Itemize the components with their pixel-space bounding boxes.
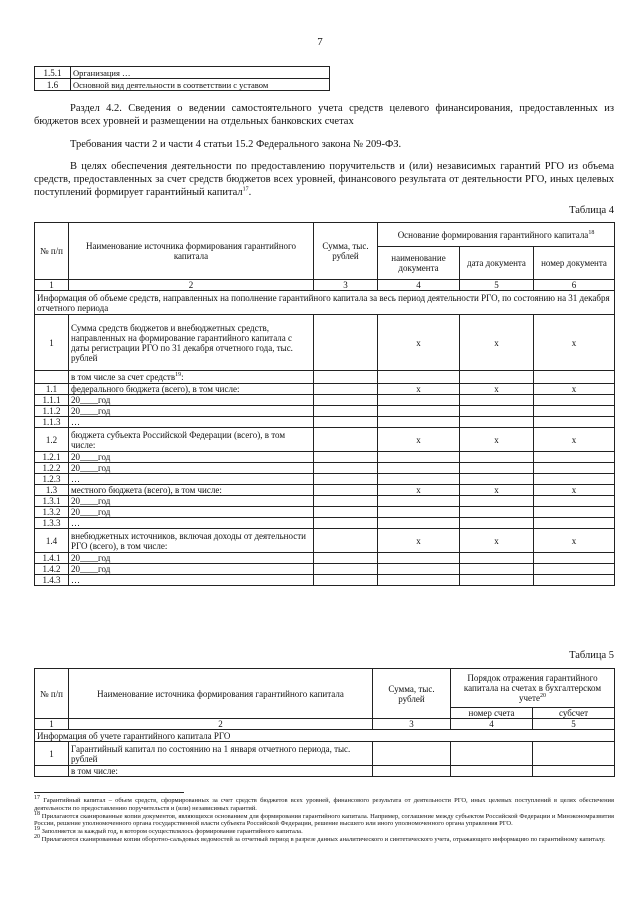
empty-cell bbox=[378, 406, 460, 417]
row-number: 1.1.1 bbox=[35, 395, 69, 406]
sum-cell bbox=[314, 384, 378, 395]
row-text: 20____год bbox=[69, 507, 314, 518]
row-text: … bbox=[69, 518, 314, 529]
empty-cell bbox=[378, 496, 460, 507]
footnote bbox=[34, 810, 614, 828]
sum-cell bbox=[314, 485, 378, 496]
t4-header-name: Наименование источника формирования гарантийного капитала bbox=[69, 223, 314, 280]
empty-cell bbox=[534, 518, 615, 529]
table-row bbox=[35, 79, 330, 91]
t4-row-num: 1 bbox=[35, 315, 69, 371]
empty-cell bbox=[534, 452, 615, 463]
row-number: 1.2 bbox=[35, 428, 69, 452]
table-row bbox=[35, 529, 615, 553]
table5-caption: Таблица 5 bbox=[569, 650, 614, 661]
row-text: … bbox=[69, 474, 314, 485]
row-text: внебюджетных источников, включая доходы от деятельности РГО (всего), в том числе: bbox=[69, 529, 314, 553]
table-5 bbox=[34, 668, 615, 777]
sum-cell bbox=[314, 507, 378, 518]
table-row bbox=[35, 507, 615, 518]
x-mark: x bbox=[378, 485, 460, 496]
empty-cell bbox=[378, 452, 460, 463]
table-row bbox=[35, 474, 615, 485]
sum-cell bbox=[314, 553, 378, 564]
t5-header-sum: Сумма, тыс. рублей bbox=[373, 669, 451, 719]
sum-cell bbox=[314, 474, 378, 485]
x-mark: x bbox=[460, 529, 534, 553]
x-mark: x bbox=[460, 485, 534, 496]
table-row bbox=[35, 395, 615, 406]
row-number: 1.6 bbox=[35, 79, 71, 91]
empty-cell bbox=[460, 518, 534, 529]
x-mark: x bbox=[378, 529, 460, 553]
sum-cell bbox=[314, 496, 378, 507]
intro-text: В целях обеспечения деятельности по предоставлению поручительств и (или) независимых гарантий РГО из объема средств, предоставленных за счет средств бюджетов всех уровней, финансового результата от деятельности РГО, иных целевых поступлений формирует гарантийный капитал bbox=[34, 161, 614, 198]
empty-cell bbox=[378, 463, 460, 474]
row-number: 1.4.1 bbox=[35, 553, 69, 564]
empty-cell bbox=[460, 507, 534, 518]
x-mark: x bbox=[378, 315, 460, 371]
row-text: бюджета субъекта Российской Федерации (всего), в том числе: bbox=[69, 428, 314, 452]
column-number: 4 bbox=[378, 280, 460, 291]
table4-caption: Таблица 4 bbox=[569, 205, 614, 216]
row-text: 20____год bbox=[69, 496, 314, 507]
column-numbers-row bbox=[35, 280, 615, 291]
t4-header-doc-name: наименование документа bbox=[378, 247, 460, 280]
t5-row-text: Гарантийный капитал по состоянию на 1 января отчетного периода, тыс. рублей bbox=[69, 742, 373, 766]
footnote-text: Гарантийный капитал – объем средств, сформированных за счет средств бюджетов всех уровней, финансового результата от деятельности РГО, иных целевых поступлений в целях обеспечения деятельности по предоставлению поручительств и (или) независимых гарантий. bbox=[34, 797, 615, 812]
x-mark: x bbox=[460, 315, 534, 371]
sum-cell bbox=[314, 575, 378, 586]
row-text: 20____год bbox=[69, 463, 314, 474]
table-row bbox=[35, 564, 615, 575]
empty-cell bbox=[534, 474, 615, 485]
empty-cell bbox=[378, 507, 460, 518]
table-row bbox=[35, 428, 615, 452]
empty-cell bbox=[378, 518, 460, 529]
t5-empty-cell bbox=[533, 742, 615, 766]
page-number: 7 bbox=[317, 36, 323, 48]
empty-cell bbox=[460, 575, 534, 586]
sum-cell bbox=[314, 463, 378, 474]
empty-cell bbox=[378, 395, 460, 406]
table-row bbox=[35, 496, 615, 507]
footnote-divider bbox=[34, 792, 184, 793]
footnote-text: Прилагаются сканированные копии документов, являющихся основанием для формирования гарантийного капитала. Например, соглашение между субъектом Российской Федерации и Минэкономразвития России, решение уполномоченного органа государственной власти субъекта Российской Федерации, решение высшего или иного уполномоченного органа управления РГО. bbox=[34, 812, 614, 828]
t5-empty-cell bbox=[373, 742, 451, 766]
t5-header-order-text: Порядок отражения гарантийного капитала на счетах в бухгалтерском учете bbox=[463, 673, 602, 703]
empty-cell bbox=[460, 474, 534, 485]
footnote-number: 17 bbox=[34, 794, 40, 801]
t4-empty-cell bbox=[35, 371, 69, 384]
row-number: 1.4.2 bbox=[35, 564, 69, 575]
footnote bbox=[34, 794, 615, 812]
row-number: 1.2.2 bbox=[35, 463, 69, 474]
table-row bbox=[35, 463, 615, 474]
footnote-number: 20 bbox=[34, 834, 40, 841]
x-mark: x bbox=[460, 384, 534, 395]
t5-row-num: 1 bbox=[35, 742, 69, 766]
column-number: 6 bbox=[534, 280, 615, 291]
empty-cell bbox=[534, 507, 615, 518]
empty-cell bbox=[534, 564, 615, 575]
footnote-number: 19 bbox=[34, 826, 40, 833]
footnote-ref: 20 bbox=[539, 693, 546, 699]
x-mark: x bbox=[534, 315, 615, 371]
intro-paragraph: В целях обеспечения деятельности по предоставлению поручительств и (или) независимых гарантий РГО из объема средств, предоставленных за счет средств бюджетов всех уровней, финансового результата от деятельности РГО, иных целевых поступлений формирует гарантийный капитал$^{17}$. bbox=[34, 161, 614, 198]
row-text: 20____год bbox=[69, 553, 314, 564]
requirements-text: Требования части 2 и части 4 статьи 15.2 Федерального закона № 209-ФЗ. bbox=[70, 139, 402, 150]
continuation-table bbox=[34, 66, 330, 91]
column-number: 2 bbox=[69, 719, 373, 730]
t4-sum-cell bbox=[314, 315, 378, 371]
row-text: … bbox=[69, 575, 314, 586]
t5-including: в том числе: bbox=[69, 766, 373, 777]
empty-cell bbox=[460, 463, 534, 474]
row-number: 1.1.2 bbox=[35, 406, 69, 417]
footnote-ref: 17 bbox=[242, 186, 249, 193]
t4-header-sum: Сумма, тыс. рублей bbox=[314, 223, 378, 280]
t4-info-row: Информация об объеме средств, направленных на пополнение гарантийного капитала за весь период деятельности РГО, по состоянию на 31 декабря отчетного периода bbox=[35, 291, 615, 315]
table-row bbox=[35, 553, 615, 564]
column-number: 5 bbox=[460, 280, 534, 291]
table-row bbox=[35, 518, 615, 529]
row-number: 1.5.1 bbox=[35, 67, 71, 79]
row-text: … bbox=[69, 417, 314, 428]
t5-header-order bbox=[451, 669, 615, 708]
t5-empty-cell bbox=[373, 766, 451, 777]
footnotes bbox=[34, 794, 615, 845]
t4-empty-cell bbox=[378, 371, 460, 384]
table-row bbox=[35, 575, 615, 586]
column-number: 1 bbox=[35, 280, 69, 291]
empty-cell bbox=[534, 463, 615, 474]
x-mark: x bbox=[534, 529, 615, 553]
sum-cell bbox=[314, 406, 378, 417]
column-number: 3 bbox=[314, 280, 378, 291]
column-number: 4 bbox=[451, 719, 533, 730]
empty-cell bbox=[460, 564, 534, 575]
t5-info-row: Информация об учете гарантийного капитала РГО bbox=[35, 730, 615, 742]
t4-including-text: в том числе за счет средств bbox=[71, 372, 176, 382]
footnote-ref: 19 bbox=[175, 372, 182, 378]
row-text: Основной вид деятельности в соответствии с уставом bbox=[71, 79, 330, 91]
table-row bbox=[35, 417, 615, 428]
t5-header-sub-acc: субсчет bbox=[533, 708, 615, 719]
row-text: 20____год bbox=[69, 564, 314, 575]
table-row bbox=[35, 406, 615, 417]
empty-cell bbox=[378, 553, 460, 564]
footnote-text: Прилагаются сканированные копии оборотно-сальдовых ведомостей за отчетный период в разрезе данных аналитического и синтетического учета, отражающего информацию по гарантийному капиталу. bbox=[41, 836, 606, 844]
empty-cell bbox=[534, 417, 615, 428]
sum-cell bbox=[314, 428, 378, 452]
empty-cell bbox=[378, 417, 460, 428]
row-text: 20____год bbox=[69, 406, 314, 417]
x-mark: x bbox=[534, 384, 615, 395]
empty-cell bbox=[378, 474, 460, 485]
empty-cell bbox=[460, 395, 534, 406]
table-row bbox=[35, 67, 330, 79]
row-number: 1.1 bbox=[35, 384, 69, 395]
x-mark: x bbox=[460, 428, 534, 452]
footnote-number: 18 bbox=[34, 810, 40, 817]
t5-header-num: № п/п bbox=[35, 669, 69, 719]
column-number: 2 bbox=[69, 280, 314, 291]
empty-cell bbox=[534, 575, 615, 586]
t5-empty-cell bbox=[451, 766, 533, 777]
section-heading: Раздел 4.2. Сведения о ведении самостоятельного учета средств целевого финансирования, предоставленных из бюджетов всех уровней и размещении на отдельных банковских счетах bbox=[34, 103, 614, 127]
row-number: 1.2.1 bbox=[35, 452, 69, 463]
t5-empty-cell bbox=[451, 742, 533, 766]
empty-cell bbox=[460, 417, 534, 428]
empty-cell bbox=[534, 406, 615, 417]
table-row bbox=[35, 384, 615, 395]
row-text: 20____год bbox=[69, 452, 314, 463]
empty-cell bbox=[534, 395, 615, 406]
t4-row-text: Сумма средств бюджетов и внебюджетных средств, направленных на формирование гарантийного капитала с даты регистрации РГО по 31 декабря отчетного года, тыс. рублей bbox=[69, 315, 314, 371]
row-number: 1.3.3 bbox=[35, 518, 69, 529]
empty-cell bbox=[378, 575, 460, 586]
t4-header-basis bbox=[378, 223, 615, 247]
footnote-ref: 18 bbox=[588, 229, 595, 236]
footnote bbox=[34, 828, 614, 836]
x-mark: x bbox=[534, 428, 615, 452]
t4-header-num: № п/п bbox=[35, 223, 69, 280]
empty-cell bbox=[460, 496, 534, 507]
table-row bbox=[35, 452, 615, 463]
empty-cell bbox=[378, 564, 460, 575]
row-text: Организация … bbox=[71, 67, 330, 79]
t5-header-acc-num: номер счета bbox=[451, 708, 533, 719]
row-number: 1.4.3 bbox=[35, 575, 69, 586]
sum-cell bbox=[314, 417, 378, 428]
row-text: местного бюджета (всего), в том числе: bbox=[69, 485, 314, 496]
row-number: 1.3.2 bbox=[35, 507, 69, 518]
column-number: 5 bbox=[533, 719, 615, 730]
column-numbers-row bbox=[35, 719, 615, 730]
row-text: федерального бюджета (всего), в том числе: bbox=[69, 384, 314, 395]
t4-empty-cell bbox=[314, 371, 378, 384]
sum-cell bbox=[314, 564, 378, 575]
empty-cell bbox=[534, 496, 615, 507]
t4-including: в том числе за счет средств$^{19}$: bbox=[69, 371, 314, 384]
t5-empty-cell bbox=[533, 766, 615, 777]
sum-cell bbox=[314, 452, 378, 463]
row-text: 20____год bbox=[69, 395, 314, 406]
row-number: 1.2.3 bbox=[35, 474, 69, 485]
sum-cell bbox=[314, 395, 378, 406]
t4-header-doc-num: номер документа bbox=[534, 247, 615, 280]
t4-header-basis-text: Основание формирования гарантийного капитала bbox=[397, 229, 589, 240]
t5-empty-cell bbox=[35, 766, 69, 777]
empty-cell bbox=[460, 553, 534, 564]
column-number: 1 bbox=[35, 719, 69, 730]
t4-empty-cell bbox=[460, 371, 534, 384]
empty-cell bbox=[460, 406, 534, 417]
empty-cell bbox=[460, 452, 534, 463]
row-number: 1.1.3 bbox=[35, 417, 69, 428]
sum-cell bbox=[314, 529, 378, 553]
row-number: 1.3.1 bbox=[35, 496, 69, 507]
footnote-text: Заполняется за каждый год, в котором осуществлялось формирование гарантийного капитала. bbox=[41, 828, 303, 836]
sum-cell bbox=[314, 518, 378, 529]
x-mark: x bbox=[534, 485, 615, 496]
row-number: 1.4 bbox=[35, 529, 69, 553]
table-row bbox=[35, 485, 615, 496]
empty-cell bbox=[534, 553, 615, 564]
column-number: 3 bbox=[373, 719, 451, 730]
t4-empty-cell bbox=[534, 371, 615, 384]
table-4 bbox=[34, 222, 615, 586]
x-mark: x bbox=[378, 428, 460, 452]
t5-header-name: Наименование источника формирования гарантийного капитала bbox=[69, 669, 373, 719]
x-mark: x bbox=[378, 384, 460, 395]
row-number: 1.3 bbox=[35, 485, 69, 496]
t4-header-doc-date: дата документа bbox=[460, 247, 534, 280]
footnote bbox=[34, 836, 614, 844]
